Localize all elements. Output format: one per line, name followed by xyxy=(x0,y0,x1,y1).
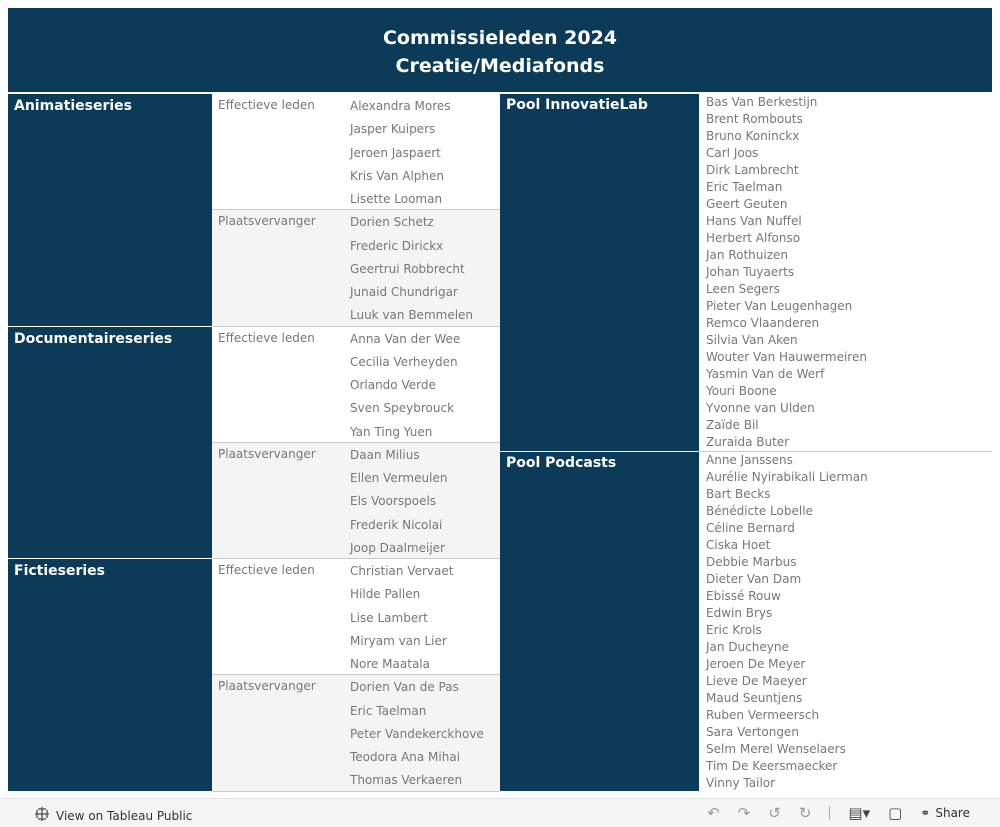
pool-member-name: Brent Rombouts xyxy=(706,112,803,126)
pool-member-name: Aurélie Nyirabikali Lierman xyxy=(706,470,868,484)
member-group xyxy=(212,94,500,210)
role-label: Effectieve leden xyxy=(218,330,315,345)
member-name: Luuk van Bemmelen xyxy=(350,308,474,323)
pool-member-name: Eric Taelman xyxy=(706,180,783,194)
refresh-icon[interactable]: ↻ xyxy=(798,804,812,822)
member-name: Dorien Schetz xyxy=(350,215,434,230)
pool-member-name: Maud Seuntjens xyxy=(706,691,803,705)
pool-member-name: Eric Krols xyxy=(706,623,762,637)
category-name: Fictieseries xyxy=(14,563,106,579)
category-cell xyxy=(8,559,212,791)
member-list xyxy=(350,564,453,680)
toolbar-actions xyxy=(707,804,970,822)
member-name: Daan Milius xyxy=(350,447,420,462)
member-name: Lise Lambert xyxy=(350,610,428,625)
pool-member-name: Yasmin Van de Werf xyxy=(706,367,825,381)
tableau-logo-icon xyxy=(34,806,50,825)
role-label: Plaatsvervanger xyxy=(218,679,316,694)
member-name: Lisette Looman xyxy=(350,192,443,207)
category-cell xyxy=(8,327,212,559)
member-group xyxy=(212,559,500,675)
download-icon[interactable]: ▤▾ xyxy=(848,804,871,822)
member-name: Els Voorspoels xyxy=(350,494,437,509)
member-group xyxy=(212,443,500,559)
title-line-2: Creatie/Mediafonds xyxy=(395,55,605,77)
revert-icon[interactable]: ↺ xyxy=(768,804,781,822)
pool-member-name: Bas Van Berkestijn xyxy=(706,95,818,109)
pool-member-name: Tim De Keersmaecker xyxy=(706,759,838,773)
pool-member-name: Edwin Brys xyxy=(706,606,773,620)
member-name: Kris Van Alphen xyxy=(350,168,445,183)
share-icon: ⚭ xyxy=(920,806,931,820)
pool-member-name: Youri Boone xyxy=(706,384,777,398)
member-list xyxy=(350,215,473,331)
member-group xyxy=(212,210,500,326)
pool-member-name: Yvonne van Ulden xyxy=(706,401,815,415)
member-name: Christian Vervaet xyxy=(350,564,454,578)
title-line-1: Commissieleden 2024 xyxy=(382,27,618,49)
member-name: Geertrui Robbrecht xyxy=(350,261,465,276)
pool-member-name: Herbert Alfonso xyxy=(706,231,801,245)
pool-member-name: Ciska Hoet xyxy=(706,538,771,552)
pool-member-list xyxy=(706,94,992,451)
pool-member-name: Leen Segers xyxy=(706,282,780,296)
pool-member-name: Jeroen De Meyer xyxy=(706,657,806,671)
member-name: Thomas Verkaeren xyxy=(350,773,463,788)
member-group xyxy=(212,675,500,791)
role-label: Effectieve leden xyxy=(218,563,315,577)
pool-member-name: Silvia Van Aken xyxy=(706,333,798,347)
role-label: Plaatsvervanger xyxy=(218,446,316,461)
pool-member-name: Johan Tuyaerts xyxy=(706,265,795,279)
member-name: Junaid Chundrigar xyxy=(350,285,458,300)
member-name: Jasper Kuipers xyxy=(350,122,436,137)
pool-member-name: Zaïde Bil xyxy=(706,418,759,432)
pool-member-name: Céline Bernard xyxy=(706,521,795,535)
member-name: Joop Daalmeijer xyxy=(350,540,445,555)
member-name: Nore Maatala xyxy=(350,657,430,672)
pool-member-name: Hans Van Nuffel xyxy=(706,214,802,228)
member-list xyxy=(350,680,484,796)
member-name: Teodora Ana Mihai xyxy=(350,750,461,765)
pool-name: Pool InnovatieLab xyxy=(506,97,648,113)
pool-divider xyxy=(699,451,992,452)
pool-member-name: Geert Geuten xyxy=(706,197,788,211)
redo-icon[interactable]: ↷ xyxy=(737,804,751,822)
member-name: Frederik Nicolai xyxy=(350,517,443,532)
pool-cell xyxy=(500,94,699,451)
member-name: Frederic Dirickx xyxy=(350,238,444,253)
member-list xyxy=(350,332,460,448)
pool-member-name: Remco Vlaanderen xyxy=(706,316,820,330)
member-name: Ellen Vermeulen xyxy=(350,471,448,486)
role-label: Effectieve leden xyxy=(218,98,315,112)
tableau-toolbar xyxy=(0,798,1000,827)
member-name: Dorien Van de Pas xyxy=(350,680,459,695)
pool-member-name: Ebissé Rouw xyxy=(706,589,781,603)
member-name: Alexandra Mores xyxy=(350,99,451,113)
share-button[interactable] xyxy=(920,806,970,820)
fullscreen-icon[interactable]: ▢ xyxy=(888,804,903,822)
pool-member-name: Carl Joos xyxy=(706,146,759,160)
view-on-tableau-public-link[interactable] xyxy=(34,806,192,825)
member-name: Miryam van Lier xyxy=(350,633,447,648)
member-name: Hilde Pallen xyxy=(350,587,421,602)
undo-icon[interactable]: ↶ xyxy=(707,804,720,822)
category-name: Documentaireseries xyxy=(14,330,173,347)
member-name: Sven Speybrouck xyxy=(350,401,455,416)
pool-member-name: Jan Ducheyne xyxy=(706,640,789,654)
pool-member-name: Dieter Van Dam xyxy=(706,572,802,586)
pool-member-name: Sara Vertongen xyxy=(706,725,799,739)
share-label: Share xyxy=(935,806,970,820)
pool-member-name: Bart Becks xyxy=(706,487,771,501)
role-label: Plaatsvervanger xyxy=(218,214,316,229)
member-name: Eric Taelman xyxy=(350,703,427,718)
pool-member-name: Ruben Vermeersch xyxy=(706,708,820,722)
pool-member-name: Bénédicte Lobelle xyxy=(706,504,813,518)
pool-member-name: Pieter Van Leugenhagen xyxy=(706,299,853,313)
pool-member-name: Wouter Van Hauwermeiren xyxy=(706,350,867,364)
member-list xyxy=(350,448,447,564)
pool-name: Pool Podcasts xyxy=(506,455,617,471)
pool-member-name: Lieve De Maeyer xyxy=(706,674,807,688)
dashboard-body xyxy=(8,94,992,791)
pool-member-name: Vinny Tailor xyxy=(706,776,776,790)
category-cell xyxy=(8,94,212,326)
pool-member-name: Selm Merel Wenselaers xyxy=(706,742,846,756)
member-group xyxy=(212,327,500,443)
member-name: Orlando Verde xyxy=(350,378,436,393)
pool-cell xyxy=(500,452,699,791)
member-name: Jeroen Jaspaert xyxy=(350,145,441,160)
category-name: Animatieseries xyxy=(14,98,132,114)
pool-member-list xyxy=(706,452,992,792)
member-name: Yan Ting Yuen xyxy=(350,424,433,439)
pool-member-name: Jan Rothuizen xyxy=(706,248,788,262)
member-list xyxy=(350,99,451,215)
member-name: Peter Vandekerckhove xyxy=(350,726,484,741)
dashboard-title xyxy=(8,8,992,92)
pool-member-name: Anne Janssens xyxy=(706,453,793,467)
view-on-tableau-label: View on Tableau Public xyxy=(56,808,193,823)
member-name: Cecilia Verheyden xyxy=(350,354,458,369)
pool-member-name: Debbie Marbus xyxy=(706,555,797,569)
pool-member-name: Bruno Koninckx xyxy=(706,129,800,143)
pool-member-name: Dirk Lambrecht xyxy=(706,163,799,177)
member-name: Anna Van der Wee xyxy=(350,331,461,346)
toolbar-divider xyxy=(829,806,830,820)
pool-member-name: Zuraida Buter xyxy=(706,435,790,449)
